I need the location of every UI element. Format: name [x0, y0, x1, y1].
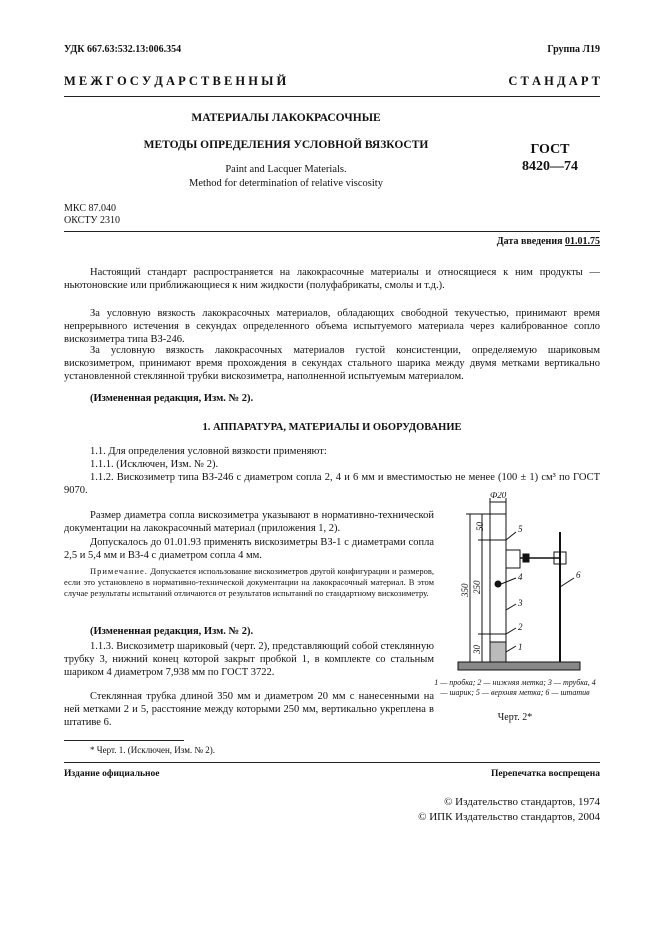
note-label: Примечание. [90, 566, 148, 576]
allowed-paragraph: Допускалось до 01.01.93 применять вискозиметры ВЗ-1 с диаметрами сопла 2,5 и 5,4 мм и ВЗ-4 с диаметром сопла 4 мм. [64, 537, 434, 561]
edition-label: Издание официальное [64, 769, 160, 779]
dim-50: 50 [475, 522, 485, 531]
banner-right: С Т А Н Д А Р Т [508, 74, 600, 88]
gost-label: ГОСТ [530, 142, 570, 157]
note-text: Допускается использование вискозиметров другой конфигурации и размеров, если это установлено в нормативно-технической документации на лакокрасочный материал. В этом случае результаты испытаний отличаются от результатов испытаний по стандартному вискозиметру. [64, 566, 434, 598]
clamp-screw [523, 554, 529, 562]
leader-line [506, 628, 516, 634]
copyright-1974: © Издательство стандартов, 1974 [444, 796, 600, 808]
clause-1-1-2: 1.1.2. Вискозиметр типа ВЗ-246 с диаметром сопла 2, 4 и 6 мм и вместимостью не менее (100 ± 1) см³ по ГОСТ 9070. [64, 472, 600, 496]
figure-label: Черт. 2* [497, 712, 533, 723]
label-2: 2 [518, 622, 523, 632]
group-code: Группа Л19 [547, 44, 600, 55]
leader-line [506, 532, 516, 540]
label-6: 6 [576, 570, 581, 580]
doc-title: МАТЕРИАЛЫ ЛАКОКРАСОЧНЫЕ [191, 112, 381, 124]
divider [64, 96, 600, 97]
label-4: 4 [518, 572, 523, 582]
leader-line [506, 646, 516, 652]
copyright-2004: © ИПК Издательство стандартов, 2004 [418, 811, 600, 823]
label-3: 3 [518, 598, 523, 608]
gost-number: 8420—74 [522, 159, 578, 174]
glass-tube [490, 514, 506, 662]
clamp [506, 550, 520, 568]
nozzle-paragraph: Размер диаметра сопла вискозиметра указывают в нормативно-технической документации на лакокрасочный материал (приложения 1, 2). [64, 510, 434, 534]
date-value: 01.01.75 [565, 236, 600, 247]
clause-1-1-3: 1.1.3. Вискозиметр шариковый (черт. 2), представляющий собой стеклянную трубку 3, нижний конец которой закрыт пробкой 1, в комплекте со стальным шариком 4 диаметром 7,938 мм по ГОСТ 3722. [64, 641, 434, 678]
intro-paragraph: Настоящий стандарт распространяется на лакокрасочные материалы и относящиеся к ним продукты — ньютоновские или приближающиеся к ним жидкости (полуфабрикаты, смолы и т.д.). [64, 267, 600, 291]
divider [64, 762, 600, 763]
clause-1-1: 1.1. Для определения условной вязкости применяют: [90, 446, 327, 457]
stand-base [458, 662, 580, 670]
amendment-note: (Измененная редакция, Изм. № 2). [90, 393, 254, 404]
clause-1-1-1: 1.1.1. (Исключен, Изм. № 2). [90, 459, 219, 470]
intro-paragraph: За условную вязкость лакокрасочных материалов, обладающих свободной текучестью, принимают время непрерывного истечения в секундах определенного объема испытуемого материала через калиброванное сопло вискозиметра типа ВЗ-246. [64, 308, 600, 345]
okstu-code: ОКСТУ 2310 [64, 215, 121, 226]
standard-banner [64, 74, 600, 89]
note-block [64, 566, 434, 599]
leader-line [560, 578, 574, 587]
udk-code: УДК 667.63:532.13:006.354 [64, 44, 182, 55]
stopper [490, 642, 506, 662]
english-subtitle: Method for determination of relative viscosity [189, 178, 383, 189]
leader-line [501, 578, 516, 584]
date-label: Дата введения [496, 236, 563, 247]
dim-30: 30 [472, 645, 482, 654]
dim-diameter: Ф20 [490, 492, 507, 500]
dim-250: 250 [472, 580, 482, 594]
footnote-divider [64, 740, 184, 741]
viscometer-drawing [450, 492, 600, 677]
section-heading: 1. АППАРАТУРА, МАТЕРИАЛЫ И ОБОРУДОВАНИЕ [202, 422, 462, 433]
amendment-note: (Измененная редакция, Изм. № 2). [90, 626, 254, 637]
effective-date [497, 236, 600, 247]
reprint-notice: Перепечатка воспрещена [490, 769, 600, 779]
mks-code: МКС 87.040 [64, 203, 116, 214]
ball [495, 581, 501, 587]
label-5: 5 [518, 524, 523, 534]
label-1: 1 [518, 642, 523, 652]
banner-left: М Е Ж Г О С У Д А Р С Т В Е Н Н Ы Й [64, 74, 287, 88]
doc-subtitle: МЕТОДЫ ОПРЕДЕЛЕНИЯ УСЛОВНОЙ ВЯЗКОСТИ [143, 139, 429, 151]
dim-350: 350 [460, 583, 470, 597]
english-title: Paint and Lacquer Materials. [225, 164, 347, 175]
leader-line [506, 604, 516, 610]
intro-paragraph: За условную вязкость лакокрасочных материалов густой консистенции, определяемую шариковым вискозиметром, принимают время прохождения в секундах стального шарика между двумя метками вертикально установленной стеклянной трубки вискозиметра, наполненной испытуемым материалом. [64, 345, 600, 382]
tube-paragraph: Стеклянная трубка длиной 350 мм и диаметром 20 мм с нанесенными на ней метками 2 и 5, расстояние между которыми 250 мм, вертикально укреплена в штативе 6. [64, 691, 434, 728]
divider [64, 231, 600, 232]
footnote: * Черт. 1. (Исключен, Изм. № 2). [90, 745, 216, 755]
figure-caption: 1 — пробка; 2 — нижняя метка; 3 — трубка, 4 — шарик; 5 — верхняя метка; 6 — штатив [434, 678, 596, 697]
